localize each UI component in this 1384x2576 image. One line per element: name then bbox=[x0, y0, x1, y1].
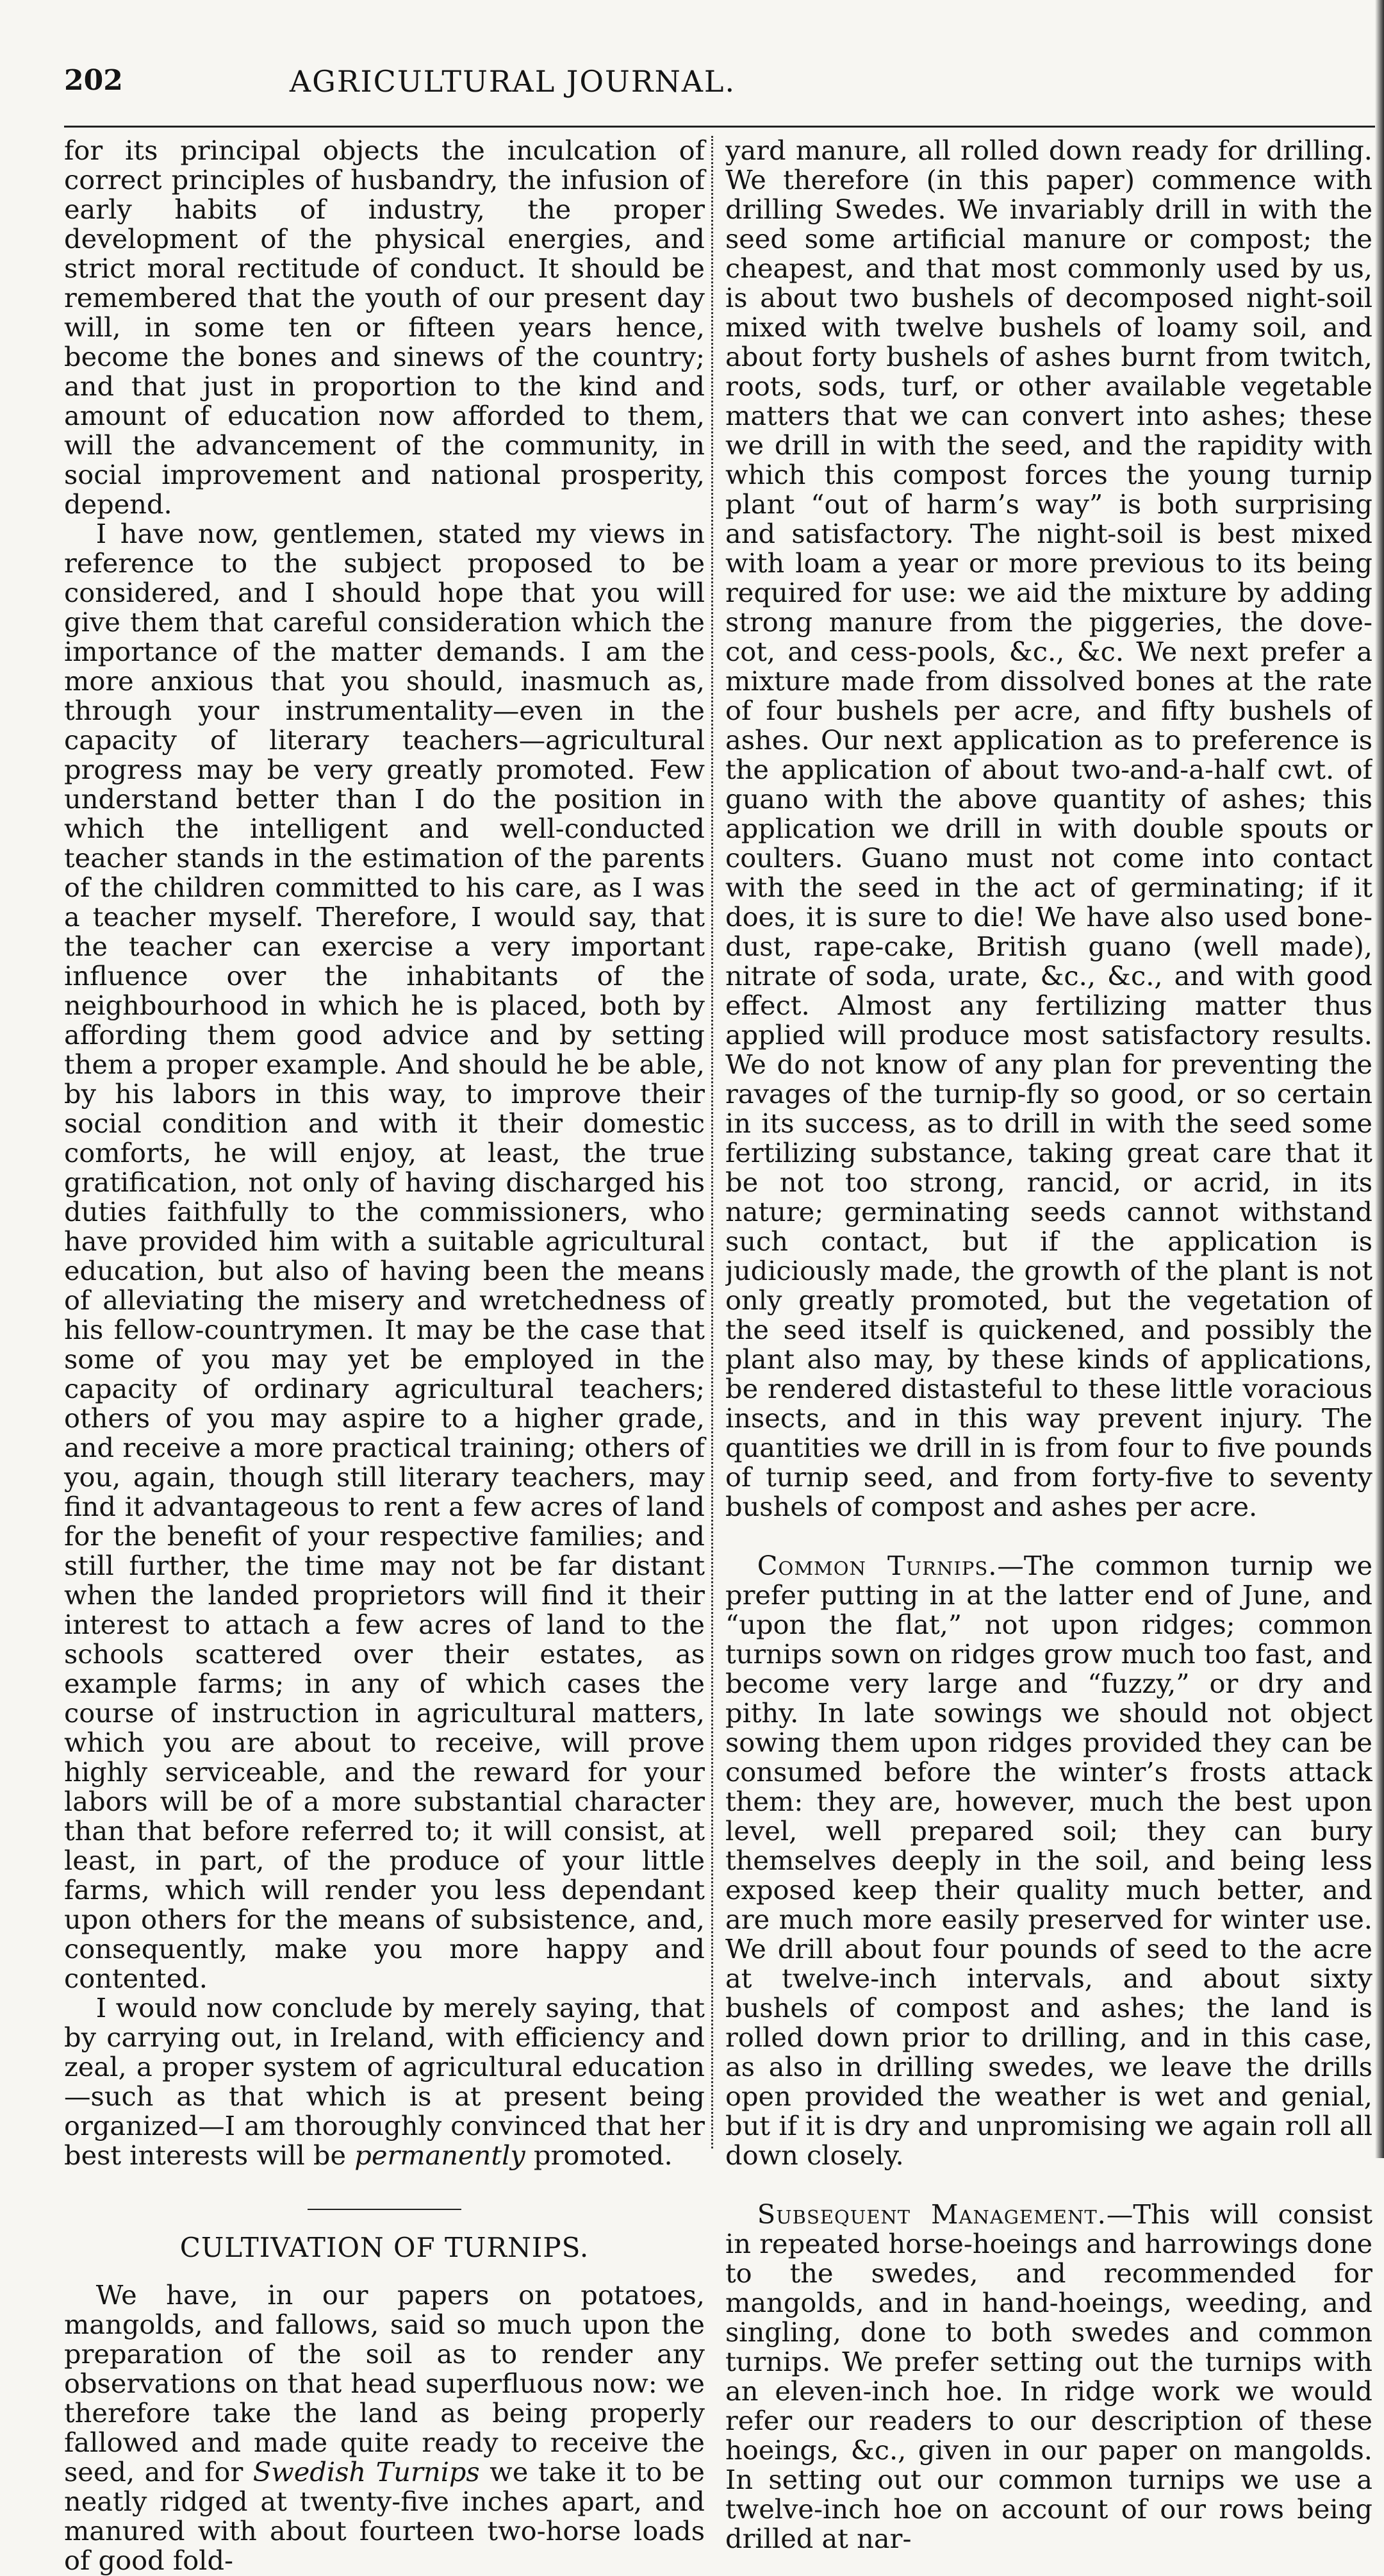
left-para-4-italic: Swedish Turnips bbox=[252, 2456, 480, 2488]
paragraph-gap bbox=[725, 2170, 1372, 2200]
left-para-2: I have now, gentlemen, stated my views in reference to the subject proposed to be considered, and I should hope that you will give them that careful consideration which the importance of the matter demands. I am the more anxious that you should, inasmuch as, through your instrumentality—even in the capacity of literary teachers—agricultural progress may be very greatly promoted. Few understand better than I do the position in which the intelligent and well-conducted teacher stands in the estimation of the parents of the children committed to his care, as I was a teacher myself. Therefore, I would say, that the teacher can exercise a very important influence over the inhabitants of the neighbourhood in which he is placed, both by affording them good advice and by setting them a proper example. And should he be able, by his labors in this way, to improve their social condition and with it their domestic comforts, he will enjoy, at least, the true gratification, not only of having discharged his duties faithfully to the commissioners, who have provided him with a suitable agricultural education, but also of having been the means of alleviating the misery and wretchedness of his fellow-countrymen. It may be the case that some of you may yet be employed in the capacity of ordinary agricultural teachers; others of you may aspire to a higher grade, and receive a more practical training; others of you, again, though still literary teachers, may find it advantageous to rent a few acres of land for the benefit of your respective families; and still further, the time may not be far distant when the landed proprietors will find it their interest to attach a few acres of land to the schools scattered over their estates, as example farms; in any of which cases the course of instruction in agricultural matters, which you are about to receive, will prove highly serviceable, and the reward for your labors will be of a more substantial character than that before referred to; it will consist, at least, in part, of the produce of your little farms, which will render you less dependant upon others for the means of subsistence, and, consequently, make you more happy and contented. bbox=[64, 518, 705, 1994]
left-para-3-end: promoted. bbox=[525, 2140, 673, 2171]
section-title: CULTIVATION OF TURNIPS. bbox=[179, 2232, 589, 2263]
left-column bbox=[64, 136, 705, 2575]
left-para-4-end: we take it to be neatly ridged at twenty-five inches apart, and manured with about fourteen two-horse loads of good fold- bbox=[64, 2456, 705, 2576]
left-para-1: for its principal objects the inculcation of correct principles of husbandry, the infusion of early habits of industry, the proper development of the physical energies, and strict moral rectitude of conduct. It should be remembered that the youth of our present day will, in some ten or fifteen years hence, become the bones and sinews of the country; and that just in proportion to the kind and amount of education now afforded to them, will the advancement of the community, in social improvement and national prosperity, depend. bbox=[64, 135, 705, 520]
section-divider bbox=[308, 2209, 461, 2210]
page-edge-shadow bbox=[1375, 0, 1384, 2158]
left-para-3-italic: permanently bbox=[354, 2140, 525, 2171]
running-title: AGRICULTURAL JOURNAL. bbox=[289, 64, 736, 99]
right-para-2-text: —The common turnip we prefer putting in at the latter end of June, and “upon the flat,” not upon ridges; common turnips sown on ridges grow much too fast, and become very large and “fuzzy,” or dry and pithy. In late sowings we should not object sowing them upon ridges provided they can be consumed before the winter’s frosts attack them: they are, however, much the best upon level, well prepared soil; they can bury themselves deeply in the soil, and being less exposed keep their quality much better, and are much more easily preserved for winter use. We drill about four pounds of seed to the acre at twelve-inch intervals, and about sixty bushels of compost and ashes; the land is rolled down prior to drilling, and in this case, as also in drilling swedes, we leave the drills open provided the weather is wet and genial, but if it is dry and unpromising we again roll all down closely. bbox=[725, 1550, 1372, 2171]
right-para-2-heading: Common Turnips. bbox=[757, 1550, 998, 1581]
page-number: 202 bbox=[64, 64, 123, 97]
left-para-4-text: We have, in our papers on potatoes, mangolds, and fallows, said so much upon the preparation of the soil as to render any observations on that head superfluous now: we therefore take the land as being properly fallowed and made quite ready to receive the seed, and for bbox=[64, 2279, 705, 2488]
right-column bbox=[725, 136, 1372, 2554]
right-para-3-text: —This will consist in repeated horse-hoeings and harrowings done to the swedes, and recommended for mangolds, and in hand-hoeings, weeding, and singling, done to both swedes and common turnips. We prefer setting out the turnips with an eleven-inch hoe. In ridge work we would refer our readers to our description of these hoeings, &c., given in our paper on mangolds. In setting out our common turnips we use a twelve-inch hoe on account of our rows being drilled at nar- bbox=[725, 2198, 1372, 2554]
left-para-3 bbox=[64, 1993, 705, 2170]
column-divider bbox=[711, 136, 713, 2148]
right-para-3 bbox=[725, 2200, 1372, 2554]
left-para-3-text: I would now conclude by merely saying, that by carrying out, in Ireland, with efficiency and zeal, a proper system of agricultural education—such as that which is at present being organized—I am thoroughly convinced that her best interests will be bbox=[64, 1992, 705, 2171]
left-para-4 bbox=[64, 2281, 705, 2575]
right-para-1: yard manure, all rolled down ready for drilling. We therefore (in this paper) commence with drilling Swedes. We invariably drill in with the seed some artificial manure or compost; the cheapest, and that most commonly used by us, is about two bushels of decomposed night-soil mixed with twelve bushels of loamy soil, and about forty bushels of ashes burnt from twitch, roots, sods, turf, or other available vegetable matters that we can convert into ashes; these we drill in with the seed, and the rapidity with which this compost forces the young turnip plant “out of harm’s way” is both surprising and satisfactory. The night-soil is best mixed with loam a year or more previous to its being required for use: we aid the mixture by adding strong manure from the piggeries, the dove-cot, and cess-pools, &c., &c. We next prefer a mixture made from dissolved bones at the rate of four bushels per acre, and fifty bushels of ashes. Our next application as to preference is the application of about two-and-a-half cwt. of guano with the above quantity of ashes; this application we drill in with double spouts or coulters. Guano must not come into contact with the seed in the act of germinating; if it does, it is sure to die! We have also used bone-dust, rape-cake, British guano (well made), nitrate of soda, urate, &c., &c., and with good effect. Almost any fertilizing matter thus applied will produce most satisfactory results. We do not know of any plan for preventing the ravages of the turnip-fly so good, or so certain in its success, as to drill in with the seed some fertilizing substance, taking great care that it be not too strong, rancid, or acrid, in its nature; germinating seeds cannot withstand such contact, but if the application is judiciously made, the growth of the plant is not only greatly promoted, but the vegetation of the seed itself is quickened, and possibly the plant also may, by these kinds of applications, be rendered distasteful to these little voracious insects, and in this way prevent injury. The quantities we drill in is from four to five pounds of turnip seed, and from forty-five to seventy bushels of compost and ashes per acre. bbox=[725, 136, 1372, 1522]
right-para-3-heading: Subsequent Management. bbox=[757, 2198, 1107, 2230]
page-header bbox=[64, 64, 1307, 109]
paragraph-gap bbox=[725, 1522, 1372, 1551]
header-rule bbox=[64, 126, 1384, 128]
right-para-2 bbox=[725, 1551, 1372, 2170]
